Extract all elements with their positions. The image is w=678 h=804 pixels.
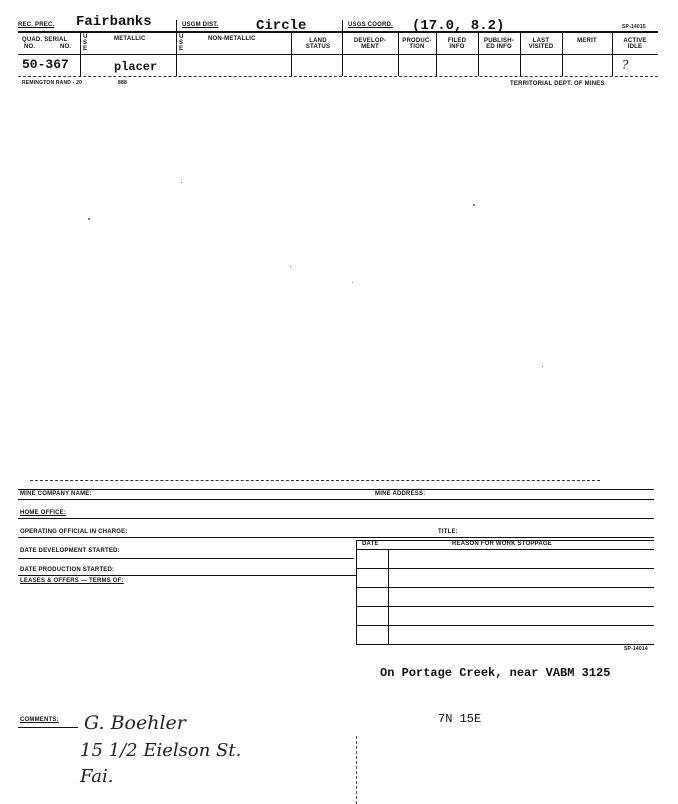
scan-speck bbox=[290, 266, 291, 267]
handwritten-comment-line-1: G. Boehler bbox=[84, 712, 186, 734]
date-production-started-label: DATE PRODUCTION STARTED: bbox=[20, 567, 115, 573]
col-published-info: PUBLISH-ED INFO bbox=[484, 38, 514, 50]
title-label: TITLE: bbox=[438, 529, 458, 535]
col-quad-no: NO. bbox=[24, 44, 36, 50]
top-footer-left: REMINGTON RAND - 20 bbox=[22, 80, 83, 86]
usgm-dist-value: Circle bbox=[256, 18, 307, 34]
vsep-c9 bbox=[562, 32, 563, 76]
col-quad-serial: QUAD. SERIAL bbox=[22, 37, 68, 43]
vsep-c4 bbox=[342, 32, 343, 76]
bottom-rule-3 bbox=[18, 537, 654, 538]
vsep-h2 bbox=[342, 20, 343, 32]
stoppage-rule-2 bbox=[356, 568, 654, 569]
scan-speck bbox=[542, 366, 543, 367]
vsep-c5 bbox=[398, 32, 399, 76]
home-office-label: HOME OFFICE: bbox=[20, 510, 67, 516]
col-use-b: U S E bbox=[179, 34, 184, 52]
mine-company-name-label: MINE COMPANY NAME: bbox=[20, 491, 92, 497]
bottom-top-dashed bbox=[30, 480, 600, 481]
stoppage-left-border bbox=[356, 540, 357, 644]
col-land-status: LAND STATUS bbox=[305, 38, 331, 50]
serial-value: 50-367 bbox=[22, 57, 69, 72]
top-footer-right: TERRITORIAL DEPT. OF MINES bbox=[510, 81, 605, 87]
mine-address-label: MINE ADDRESS: bbox=[375, 491, 426, 497]
stoppage-rule-6 bbox=[356, 644, 654, 645]
reason-for-stoppage-label: REASON FOR WORK STOPPAGE bbox=[452, 541, 552, 547]
vsep-h1 bbox=[176, 20, 177, 32]
comments-underline bbox=[18, 727, 78, 728]
vsep-c6 bbox=[436, 32, 437, 76]
top-form-number: SP-14015 bbox=[622, 24, 646, 30]
top-footer-code: 888 bbox=[118, 80, 127, 86]
col-development: DEVELOP-MENT bbox=[353, 38, 387, 50]
scan-speck bbox=[88, 218, 90, 220]
bottom-vertical-divider bbox=[356, 736, 357, 804]
bottom-rule-0 bbox=[18, 489, 654, 490]
left-rule-prod bbox=[18, 575, 356, 576]
handwritten-comment-line-3: Fai. bbox=[80, 766, 114, 787]
stoppage-rule-3 bbox=[356, 587, 654, 588]
col-active-idle: ACTIVE IDLE bbox=[623, 38, 647, 50]
col-metallic: METALLIC bbox=[114, 36, 146, 42]
col-production: PRODUC-TION bbox=[402, 38, 432, 50]
usgs-coord-value: (17.0, 8.2) bbox=[412, 18, 505, 34]
usgs-coord-label: USGS COORD. bbox=[348, 22, 393, 28]
vsep-c8 bbox=[520, 32, 521, 76]
date-label: DATE bbox=[362, 541, 379, 547]
col-use-a: U S E bbox=[83, 34, 88, 52]
left-rule-dev bbox=[18, 558, 354, 559]
bottom-rule-1 bbox=[18, 499, 654, 500]
vsep-c3 bbox=[291, 32, 292, 76]
scan-speck bbox=[181, 182, 182, 183]
scan-speck bbox=[352, 282, 353, 283]
stoppage-rule-5 bbox=[356, 625, 654, 626]
date-development-started-label: DATE DEVELOPMENT STARTED: bbox=[20, 548, 120, 554]
rec-prec-value: Fairbanks bbox=[76, 14, 152, 30]
vsep-c7 bbox=[478, 32, 479, 76]
scan-speck bbox=[473, 204, 475, 206]
stoppage-rule-4 bbox=[356, 606, 654, 607]
location-note: On Portage Creek, near VABM 3125 bbox=[380, 666, 611, 680]
top-rule-dashed bbox=[18, 76, 658, 77]
township-range: 7N 15E bbox=[438, 712, 482, 726]
col-last-visited: LAST VISITED bbox=[528, 38, 554, 50]
rec-prec-label: REC. PREC. bbox=[18, 22, 55, 28]
col-non-metallic: NON-METALLIC bbox=[208, 36, 256, 42]
vsep-c2 bbox=[176, 32, 177, 76]
usgm-dist-label: USGM DIST. bbox=[182, 22, 219, 28]
vsep-c1 bbox=[80, 32, 81, 76]
vsep-c10 bbox=[612, 32, 613, 76]
col-serial-no: NO. bbox=[60, 44, 72, 50]
handwritten-comment-line-2: 15 1/2 Eielson St. bbox=[80, 740, 242, 761]
stoppage-date-divider bbox=[388, 549, 389, 644]
metallic-value: placer bbox=[114, 60, 158, 74]
active-idle-mark: ? bbox=[622, 58, 629, 72]
col-filed-info: FILED INFO bbox=[447, 38, 467, 50]
operating-official-label: OPERATING OFFICIAL IN CHARGE: bbox=[20, 529, 128, 535]
stoppage-rule-1 bbox=[356, 549, 654, 550]
comments-label: COMMENTS: bbox=[20, 717, 59, 723]
bottom-form-number: SP-14014 bbox=[624, 646, 648, 652]
leases-offers-label: LEASES & OFFERS — TERMS OF: bbox=[20, 578, 124, 584]
bottom-rule-2 bbox=[18, 518, 654, 519]
col-merit: MERIT bbox=[577, 38, 597, 44]
